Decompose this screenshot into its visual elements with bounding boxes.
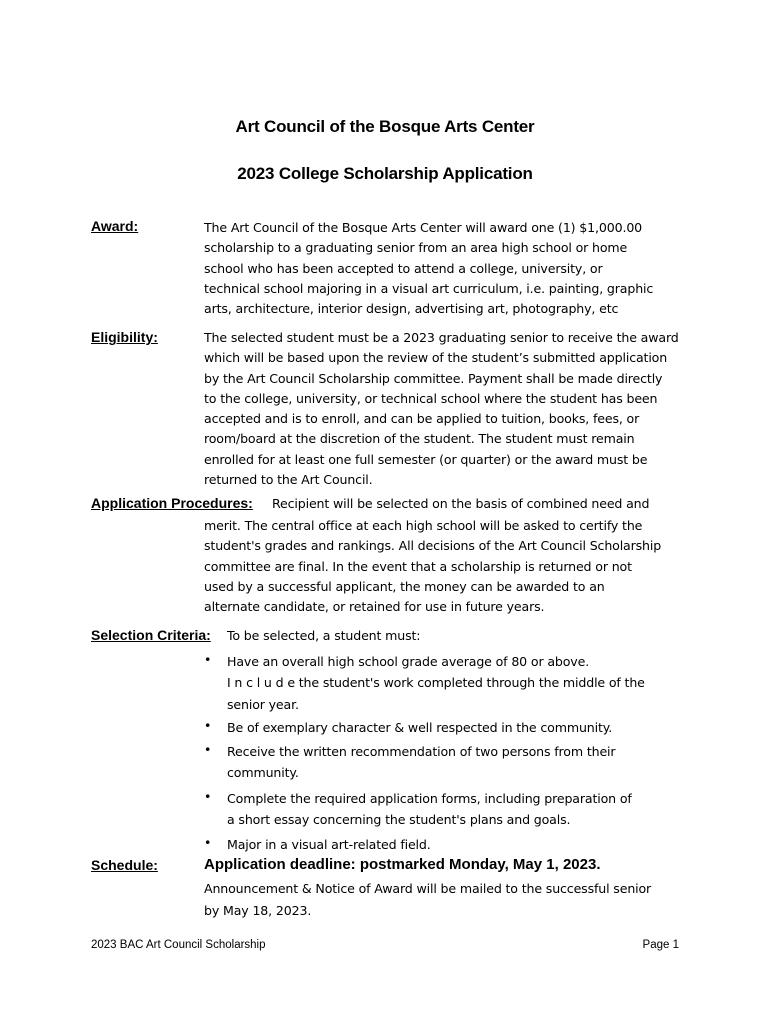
eligibility-line: The selected student must be a 2023 graduating senior to receive the award [204,330,679,345]
criteria-item-line: I n c l u d e the student's work completed through the middle of the [227,675,645,691]
criteria-item-line: senior year. [227,696,299,712]
bullet-icon: • [204,789,212,804]
procedures-label: Application Procedures: [91,495,253,511]
procedures-text [204,516,661,617]
eligibility-text [204,328,679,490]
eligibility-line: enrolled for at least one full semester (or quarter) or the award must be [204,451,648,467]
criteria-item-line: community. [227,765,299,781]
criteria-item [227,789,632,831]
criteria-item-line: Have an overall high school grade average of 80 or above. [227,654,590,669]
criteria-item-line: Be of exemplary character & well respected in the community. [227,720,613,735]
criteria-label: Selection Criteria: [91,627,211,643]
application-deadline: Application deadline: postmarked Monday, May 1, 2023. [204,856,601,873]
award-line: The Art Council of the Bosque Arts Center will award one (1) $1,000.00 [204,220,643,235]
procedures-line: used by a successful applicant, the money can be awarded to an [204,578,605,594]
eligibility-line: room/board at the discretion of the student. The student must remain [204,431,635,447]
document-title: Art Council of the Bosque Arts Center [235,117,535,136]
schedule-label: Schedule: [91,857,158,873]
award-line: scholarship to a graduating senior from an area high school or home [204,240,628,256]
criteria-intro: To be selected, a student must: [227,628,421,643]
criteria-item [227,718,612,738]
bullet-icon: • [204,742,212,757]
criteria-item-line: a short essay concerning the student's plans and goals. [227,812,571,828]
eligibility-line: to the college, university, or technical school where the student has been [204,390,658,406]
eligibility-line: by the Art Council Scholarship committee. Payment shall be made directly [204,370,663,386]
schedule-line: by May 18, 2023. [204,903,312,918]
procedures-first-line: Recipient will be selected on the basis of combined need and [272,496,650,511]
procedures-line: student's grades and rankings. All decisions of the Art Council Scholarship [204,538,662,554]
procedures-line: alternate candidate, or retained for use in future years. [204,599,545,615]
award-label: Award: [91,218,139,234]
criteria-item-line: Complete the required application forms, including preparation of [227,791,632,806]
procedures-line: merit. The central office at each high school will be asked to certify the [204,518,643,533]
bullet-icon: • [204,652,212,667]
eligibility-line: returned to the Art Council. [204,472,373,488]
award-line: technical school majoring in a visual art curriculum, i.e. painting, graphic [204,280,654,296]
criteria-item [227,652,645,715]
criteria-item-line: Receive the written recommendation of two persons from their [227,744,616,759]
schedule-line: Announcement & Notice of Award will be mailed to the successful senior [204,881,652,896]
criteria-item-line: Major in a visual art-related field. [227,837,431,852]
document-subtitle: 2023 College Scholarship Application [237,164,533,183]
eligibility-label: Eligibility: [91,329,158,345]
award-line: arts, architecture, interior design, advertising art, photography, etc [204,301,619,317]
bullet-icon: • [204,835,212,850]
bullet-icon: • [204,718,212,733]
award-line: school who has been accepted to attend a college, university, or [204,260,603,276]
eligibility-line: accepted and is to enroll, and can be applied to tuition, books, fees, or [204,411,640,427]
criteria-item [227,835,431,855]
eligibility-line: which will be based upon the review of the student’s submitted application [204,350,668,366]
procedures-line: committee are final. In the event that a scholarship is returned or not [204,558,632,574]
award-text [204,218,653,319]
schedule-text [204,878,651,922]
footer-title: 2023 BAC Art Council Scholarship [91,939,266,951]
page-number: Page 1 [642,939,679,951]
criteria-item [227,742,615,784]
